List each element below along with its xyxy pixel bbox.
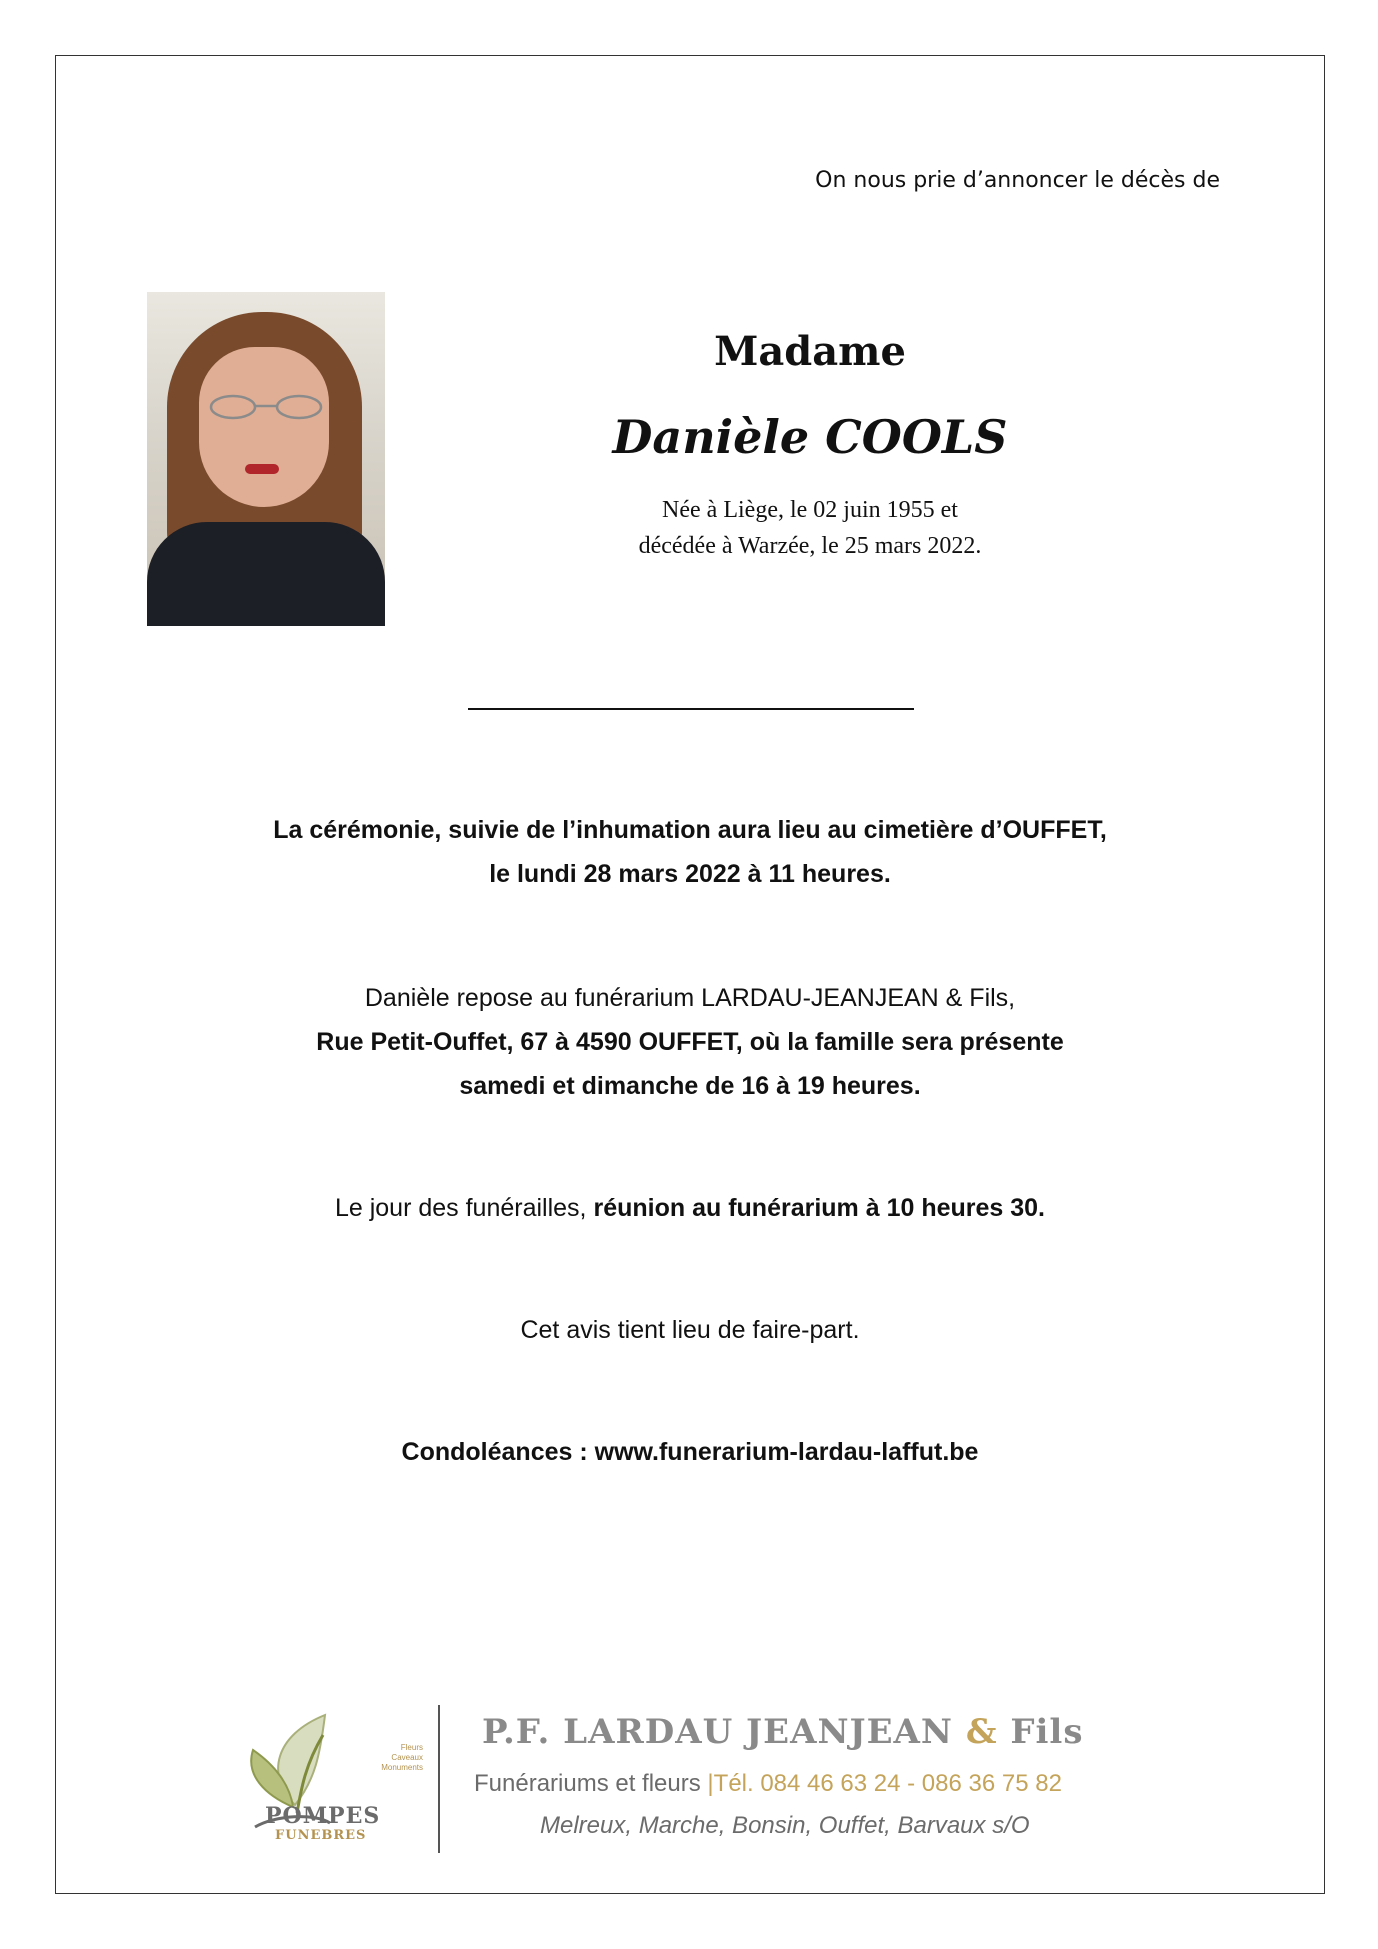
portrait-photo bbox=[147, 292, 385, 626]
company-locations: Melreux, Marche, Bonsin, Ouffet, Barvaux s/O bbox=[540, 1812, 1030, 1839]
funerarium-line-2: Rue Petit-Ouffet, 67 à 4590 OUFFET, où la famille sera présente bbox=[316, 1028, 1064, 1056]
funeral-day-meeting: réunion au funérarium à 10 heures 30. bbox=[593, 1194, 1046, 1222]
company-logo bbox=[235, 1695, 435, 1850]
funerarium-line-1: Danièle repose au funérarium LARDAU-JEANJEAN & Fils, bbox=[364, 984, 1016, 1012]
birth-line: Née à Liège, le 02 juin 1955 et bbox=[662, 497, 958, 523]
notice-text: Cet avis tient lieu de faire-part. bbox=[520, 1316, 860, 1344]
funeral-day-prefix: Le jour des funérailles, bbox=[334, 1194, 587, 1222]
salutation: Madame bbox=[714, 328, 906, 375]
company-name: P.F. LARDAU JEANJEAN & Fils bbox=[482, 1712, 1084, 1752]
funerarium-info bbox=[160, 976, 1220, 1108]
logo-funebres: FUNEBRES bbox=[275, 1828, 367, 1843]
condolences-text: Condoléances : www.funerarium-lardau-laffut.be bbox=[401, 1438, 979, 1466]
company-phone: Tél. 084 46 63 24 - 086 36 75 82 bbox=[713, 1770, 1062, 1797]
footer-divider bbox=[438, 1705, 440, 1853]
ceremony-line-2: le lundi 28 mars 2022 à 11 heures. bbox=[489, 860, 891, 888]
logo-small-text: Fleurs Caveaux Monuments bbox=[381, 1743, 423, 1772]
deceased-name: Danièle COOLS bbox=[612, 410, 1008, 464]
intro-text: On nous prie d’annoncer le décès de bbox=[815, 168, 1220, 193]
company-contact: Funérariums et fleurs |Tél. 084 46 63 24 - 086 36 75 82 bbox=[474, 1770, 1062, 1797]
logo-pompes: POMPES bbox=[265, 1803, 381, 1829]
death-line: décédée à Warzée, le 25 mars 2022. bbox=[638, 533, 982, 559]
life-dates bbox=[560, 492, 1060, 564]
funeral-day-info bbox=[160, 1186, 1220, 1230]
ceremony-info bbox=[160, 808, 1220, 896]
company-services: Funérariums et fleurs bbox=[474, 1770, 701, 1797]
divider-line bbox=[468, 708, 914, 710]
ceremony-line-1: La cérémonie, suivie de l’inhumation aura lieu au cimetière d’OUFFET, bbox=[273, 816, 1107, 844]
funerarium-line-3: samedi et dimanche de 16 à 19 heures. bbox=[459, 1072, 921, 1100]
